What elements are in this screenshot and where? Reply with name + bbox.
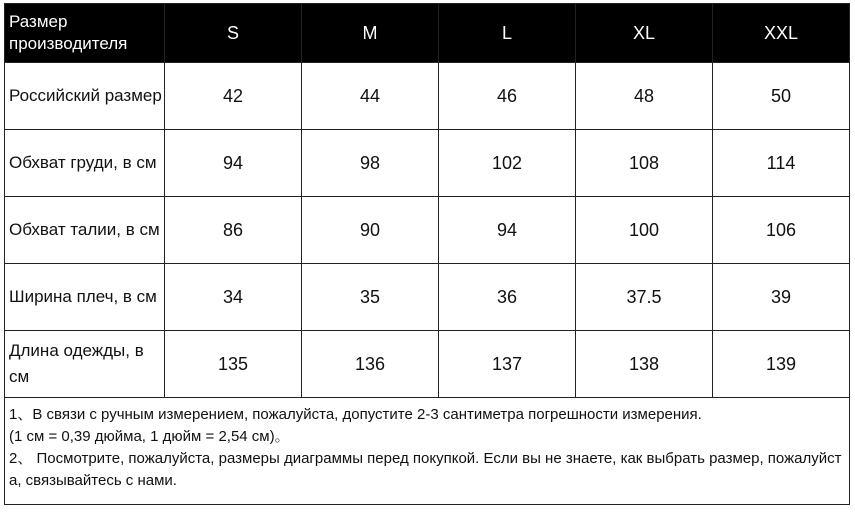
header-size: S xyxy=(165,4,302,63)
table-cell: 138 xyxy=(576,331,713,398)
header-size: XXL xyxy=(713,4,850,63)
header-size: XL xyxy=(576,4,713,63)
table-cell: 44 xyxy=(302,63,439,130)
table-cell: 39 xyxy=(713,264,850,331)
header-size: L xyxy=(439,4,576,63)
row-label: Обхват груди, в см xyxy=(5,130,165,197)
table-row xyxy=(5,63,850,130)
row-label: Длина одежды, в см xyxy=(5,331,165,398)
table-cell: 136 xyxy=(302,331,439,398)
notes-row xyxy=(5,398,850,505)
note-line: а, связывайтесь с нами. xyxy=(9,472,177,489)
note-line: 2、 Посмотрите, пожалуйста, размеры диаграммы перед покупкой. Если вы не знаете, как выбрать размер, пожалуйст xyxy=(9,450,842,467)
table-cell: 90 xyxy=(302,197,439,264)
note-line: 1、В связи с ручным измерением, пожалуйста, допустите 2-3 сантиметра погрешности измерения. xyxy=(9,406,702,423)
table-cell: 100 xyxy=(576,197,713,264)
header-label: Размер производителя xyxy=(5,4,165,63)
table-cell: 86 xyxy=(165,197,302,264)
size-table xyxy=(4,3,850,505)
table-cell: 34 xyxy=(165,264,302,331)
table-cell: 50 xyxy=(713,63,850,130)
table-cell: 98 xyxy=(302,130,439,197)
table-row xyxy=(5,130,850,197)
header-size: M xyxy=(302,4,439,63)
table-cell: 135 xyxy=(165,331,302,398)
notes-cell xyxy=(5,398,850,505)
table-row xyxy=(5,331,850,398)
note-line: (1 см = 0,39 дюйма, 1 дюйм = 2,54 см)。 xyxy=(9,428,290,445)
table-cell: 106 xyxy=(713,197,850,264)
row-label: Обхват талии, в см xyxy=(5,197,165,264)
table-cell: 137 xyxy=(439,331,576,398)
table-cell: 36 xyxy=(439,264,576,331)
table-cell: 114 xyxy=(713,130,850,197)
table-cell: 139 xyxy=(713,331,850,398)
table-cell: 102 xyxy=(439,130,576,197)
table-cell: 108 xyxy=(576,130,713,197)
header-row xyxy=(5,4,850,63)
table-cell: 35 xyxy=(302,264,439,331)
table-cell: 94 xyxy=(165,130,302,197)
table-cell: 48 xyxy=(576,63,713,130)
table-cell: 37.5 xyxy=(576,264,713,331)
table-row xyxy=(5,197,850,264)
table-cell: 46 xyxy=(439,63,576,130)
row-label: Российский размер xyxy=(5,63,165,130)
row-label: Ширина плеч, в см xyxy=(5,264,165,331)
table-cell: 94 xyxy=(439,197,576,264)
table-cell: 42 xyxy=(165,63,302,130)
table-row xyxy=(5,264,850,331)
